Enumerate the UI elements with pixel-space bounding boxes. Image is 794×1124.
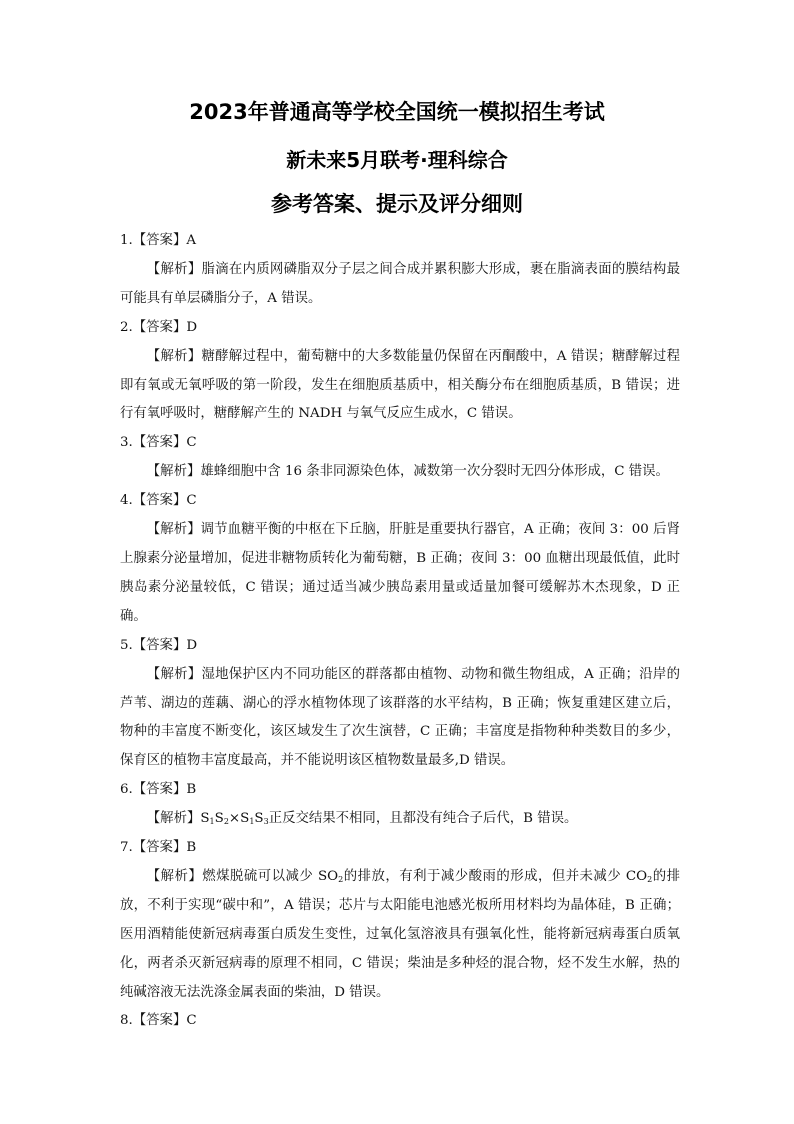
analysis-text: S <box>214 811 224 827</box>
answer-line-5: 5.【答案】D <box>120 637 198 653</box>
answer-line-8: 8.【答案】C <box>120 1013 197 1029</box>
analysis-paragraph-3: 【解析】雄蜂细胞中含 16 条非同源染色体，减数第一次分裂时无四分体形成，C 错误。 <box>146 464 669 480</box>
analysis-paragraph-7 <box>120 863 680 1008</box>
answer-line-6: 6.【答案】B <box>120 782 197 798</box>
analysis-text: 【解析】燃煤脱硫可以减少 SO <box>146 868 339 884</box>
subscript: 1 <box>249 817 255 827</box>
subscript: 2 <box>647 874 653 884</box>
analysis-text: 【解析】S <box>146 811 210 827</box>
analysis-text: S <box>254 811 264 827</box>
analysis-text: ×S <box>228 811 250 827</box>
answer-line-1: 1.【答案】A <box>120 233 197 248</box>
subscript: 1 <box>209 817 215 827</box>
answer-line-2: 2.【答案】D <box>120 319 198 335</box>
analysis-paragraph-4: 【解析】调节血糖平衡的中枢在下丘脑，肝脏是重要执行器官，A 正确；夜间 3：00 后肾上腺素分泌量增加，促进非糖物质转化为葡萄糖，B 正确；夜间 3：00 血糖出现最低值，此时胰岛素分泌量较低，C 错误；通过适当减少胰岛素用量或适量加餐可缓解苏木杰现象，D 正确。 <box>120 522 680 624</box>
answer-list <box>120 227 680 1036</box>
subscript: 3 <box>263 817 269 827</box>
answer-line-4: 4.【答案】C <box>120 493 197 509</box>
analysis-text: 的排放，有利于减少酸雨的形成，但并未减少 CO <box>343 868 648 884</box>
answer-line-3: 3.【答案】C <box>120 435 197 451</box>
analysis-paragraph-5: 【解析】湿地保护区内不同功能区的群落都由植物、动物和微生物组成，A 正确；沿岸的芦苇、湖边的莲藕、湖心的浮水植物体现了该群落的水平结构，B 正确；恢复重建区建立后，物种的丰富度不断变化，该区域发生了次生演替，C 正确；丰富度是指物种种类数目的多少，保育区的植物丰富度最高，并不能说明该区植物数量最多,D 错误。 <box>120 666 680 769</box>
analysis-paragraph-1: 【解析】脂滴在内质网磷脂双分子层之间合成并累积膨大形成，裹在脂滴表面的膜结构最可能具有单层磷脂分子，A 错误。 <box>120 261 680 306</box>
analysis-paragraph-6 <box>120 805 680 834</box>
answer-key-title: 参考答案、提示及评分细则 <box>271 192 523 216</box>
answer-line-7: 7.【答案】B <box>120 840 197 856</box>
subscript: 2 <box>223 817 229 827</box>
analysis-paragraph-2: 【解析】糖酵解过程中，葡萄糖中的大多数能量仍保留在丙酮酸中，A 错误；糖酵解过程即有氧或无氧呼吸的第一阶段，发生在细胞质基质中，相关酶分布在细胞质基质，B 错误；进行有氧呼吸时，糖酵解产生的 NADH 与氧气反应生成水，C 错误。 <box>120 348 680 422</box>
analysis-text: 正反交结果不相同，且都没有纯合子后代，B 错误。 <box>268 811 578 827</box>
exam-subtitle: 新未来5月联考·理科综合 <box>286 148 508 172</box>
exam-title: 2023年普通高等学校全国统一模拟招生考试 <box>189 100 605 124</box>
analysis-text: 的排放，不利于实现“碳中和”，A 错误；芯片与太阳能电池感光板所用材料均为晶体硅，B 正确；医用酒精能使新冠病毒蛋白质发生变性，过氧化氢溶液具有强氧化性，能将新冠病毒蛋白质氧化，两者杀灭新冠病毒的原理不相同，C 错误；柴油是多种烃的混合物，烃不发生水解，热的纯碱溶液无法洗涤金属表面的柴油，D 错误。 <box>120 868 680 1000</box>
subscript: 2 <box>338 874 344 884</box>
